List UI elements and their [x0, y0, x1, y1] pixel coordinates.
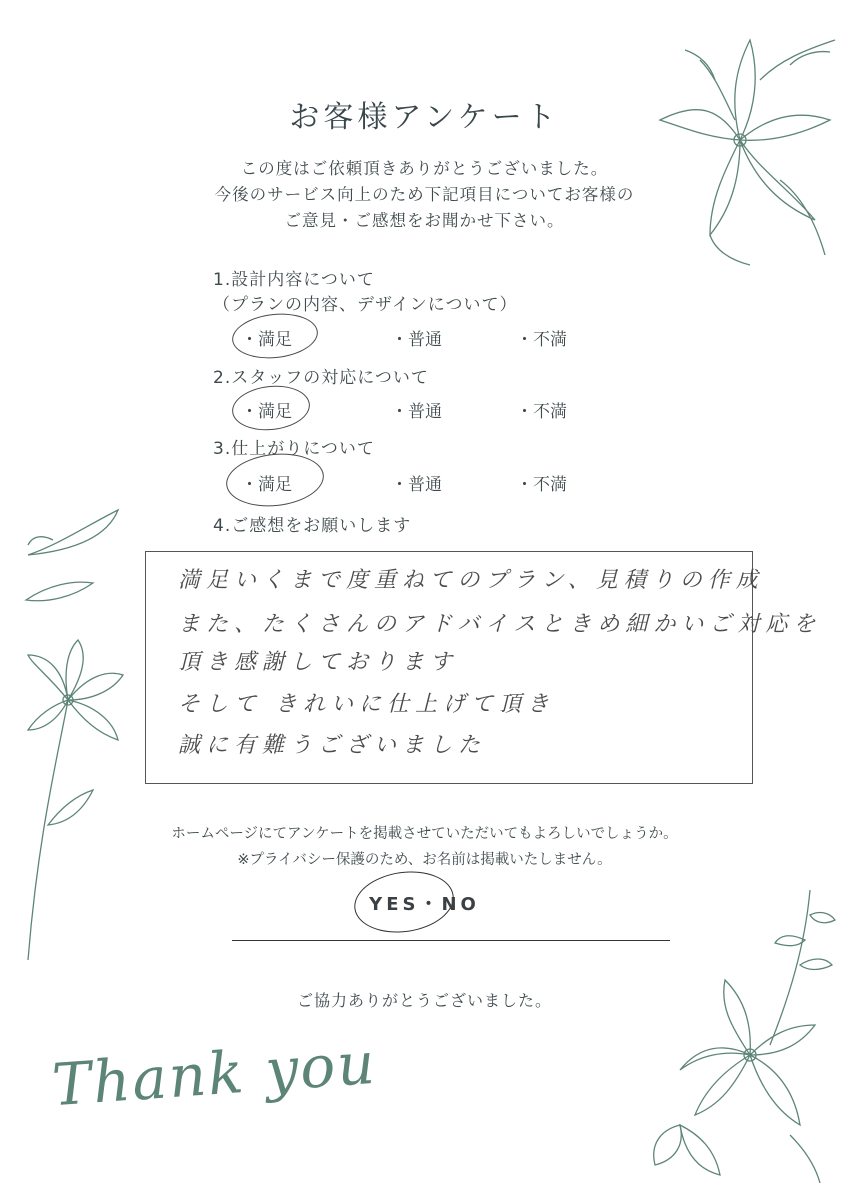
intro-line: ご意見・ご感想をお聞かせ下さい。	[284, 211, 565, 230]
q3-option-satisfied[interactable]: ・満足	[241, 475, 292, 495]
q2-option-satisfied[interactable]: ・満足	[241, 402, 292, 422]
q3-option-average[interactable]: ・普通	[391, 475, 442, 495]
consent-question: ホームページにてアンケートを掲載させていただいてもよろしいでしょうか。	[171, 826, 678, 842]
question-1-label: 1.設計内容について	[213, 270, 375, 290]
intro-text	[0, 156, 849, 234]
q1-answer-circle	[230, 310, 320, 363]
comment-line: 頂き感謝しております	[178, 650, 459, 675]
comment-line: そして きれいに仕上げて頂き	[178, 692, 555, 717]
comment-line: また、たくさんのアドバイスときめ細かいご対応を	[178, 612, 822, 637]
q2-answer-circle	[230, 382, 312, 434]
page-title: お客様アンケート	[289, 100, 560, 135]
q1-option-satisfied[interactable]: ・満足	[241, 330, 292, 350]
name-signature-line	[232, 940, 670, 941]
question-2-label: 2.スタッフの対応について	[213, 368, 429, 388]
lower-right-lily-illustration	[640, 885, 845, 1185]
q1-option-average[interactable]: ・普通	[391, 330, 442, 350]
question-4-label: 4.ご感想をお願いします	[213, 516, 412, 536]
yes-no-choice[interactable]: YES・NO	[369, 894, 480, 915]
privacy-note: ※プライバシー保護のため、お名前は掲載いたしません。	[237, 852, 612, 868]
comment-line: 誠に有難うございました	[178, 733, 487, 758]
q1-option-dissatisfied[interactable]: ・不満	[516, 330, 567, 350]
question-1-subtitle: （プランの内容、デザインについて）	[213, 295, 518, 315]
q3-option-dissatisfied[interactable]: ・不満	[516, 475, 567, 495]
intro-line: 今後のサービス向上のため下記項目についてお客様の	[214, 185, 635, 204]
q2-option-dissatisfied[interactable]: ・不満	[516, 402, 567, 422]
thank-you-script: Thank you	[50, 1028, 379, 1120]
comment-line: 満足いくまで度重ねてのプラン、見積りの作成	[178, 568, 764, 593]
intro-line: この度はご依頼頂きありがとうございました。	[240, 159, 609, 178]
question-3-label: 3.仕上がりについて	[213, 439, 375, 459]
closing-message: ご協力ありがとうございました。	[296, 991, 552, 1010]
q2-option-average[interactable]: ・普通	[391, 402, 442, 422]
